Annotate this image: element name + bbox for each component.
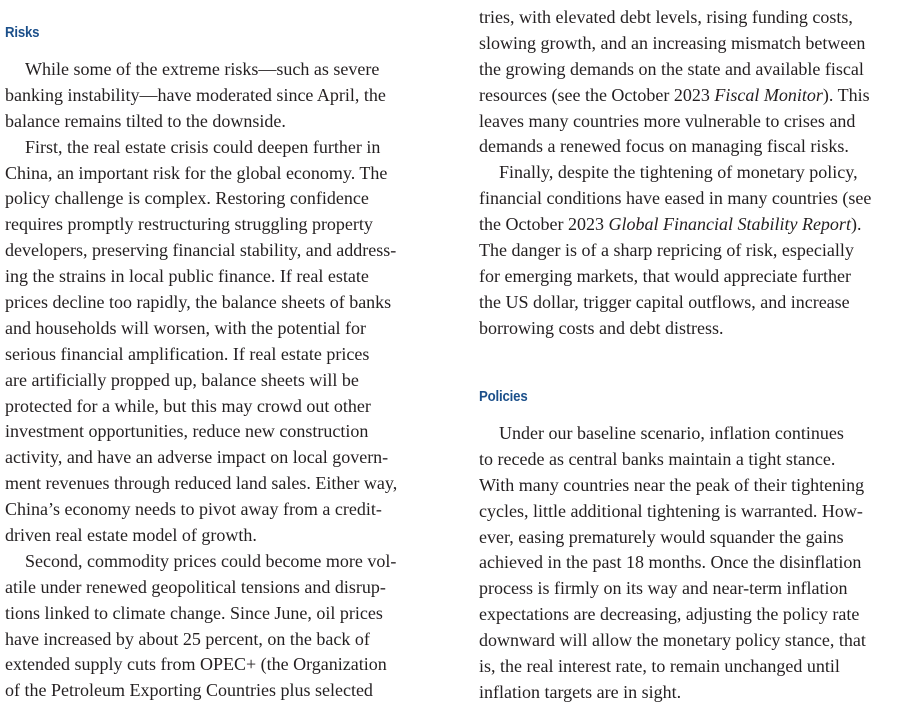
- text-line: achieved in the past 18 months. Once the disinflation: [479, 552, 862, 573]
- text-line: China, an important risk for the global economy. The: [5, 162, 388, 183]
- text-line: expectations are decreasing, adjusting the policy rate: [479, 604, 860, 625]
- risks-body-continued: [479, 5, 871, 342]
- text-line: tions linked to climate change. Since June, oil prices: [5, 602, 383, 623]
- text-line: have increased by about 25 percent, on the back of: [5, 628, 370, 649]
- text-line-with-citation: [479, 212, 871, 238]
- text-fragment: ). This: [822, 84, 870, 105]
- text-line: cycles, little additional tightening is warranted. How-: [479, 500, 863, 521]
- text-line: With many countries near the peak of their tightening: [479, 474, 865, 495]
- policies-heading: Policies: [479, 388, 528, 405]
- text-line: extended supply cuts from OPEC+ (the Organization: [5, 654, 387, 675]
- risks-heading: Risks: [5, 24, 40, 41]
- text-line: While some of the extreme risks—such as severe: [25, 59, 380, 79]
- text-line: serious financial amplification. If real estate prices: [5, 343, 370, 364]
- text-line: activity, and have an adverse impact on local govern-: [5, 447, 389, 468]
- text-line: protected for a while, but this may crowd out other: [5, 395, 371, 416]
- text-line: ing the strains in local public finance. If real estate: [5, 266, 369, 287]
- text-line: The danger is of a sharp repricing of risk, especially: [479, 240, 854, 261]
- text-line: and households will worsen, with the potential for: [5, 317, 366, 338]
- text-line: policy challenge is complex. Restoring confidence: [5, 188, 369, 209]
- text-line: inflation targets are in sight.: [479, 681, 682, 702]
- text-line: of the Petroleum Exporting Countries plus selected: [5, 680, 373, 701]
- text-line: the growing demands on the state and available fiscal: [479, 58, 864, 79]
- text-line: balance remains tilted to the downside.: [5, 110, 286, 131]
- text-line: downward will allow the monetary policy stance, that: [479, 630, 866, 651]
- text-line: financial conditions have eased in many countries (see: [479, 188, 872, 209]
- text-line: process is firmly on its way and near-term inflation: [479, 578, 848, 599]
- citation-fiscal-monitor: Fiscal Monitor: [714, 84, 823, 105]
- text-line: are artificially propped up, balance sheets will be: [5, 369, 359, 390]
- text-line: prices decline too rapidly, the balance sheets of banks: [5, 292, 392, 313]
- text-line: Finally, despite the tightening of monetary policy,: [499, 162, 858, 183]
- text-line: developers, preserving financial stability, and address-: [5, 240, 397, 261]
- text-line: borrowing costs and debt distress.: [479, 317, 724, 338]
- text-line: Second, commodity prices could become more vol-: [25, 550, 397, 571]
- text-line-with-citation: [479, 83, 871, 109]
- text-line: ment revenues through reduced land sales. Either way,: [5, 473, 398, 494]
- text-line: is, the real interest rate, to remain unchanged until: [479, 656, 840, 677]
- text-line: tries, with elevated debt levels, rising funding costs,: [479, 7, 853, 27]
- text-line: the US dollar, trigger capital outflows, and increase: [479, 291, 850, 312]
- text-line: requires promptly restructuring struggling property: [5, 214, 373, 235]
- text-line: atile under renewed geopolitical tensions and disrup-: [5, 576, 386, 597]
- text-line: China’s economy needs to pivot away from a credit-: [5, 499, 382, 520]
- text-line: to recede as central banks maintain a tight stance.: [479, 448, 836, 469]
- text-line: leaves many countries more vulnerable to crises and: [479, 110, 856, 131]
- text-line: ever, easing prematurely would squander the gains: [479, 526, 844, 547]
- text-fragment: the October 2023: [479, 214, 609, 235]
- text-line: investment opportunities, reduce new construction: [5, 421, 369, 442]
- text-line: slowing growth, and an increasing mismatch between: [479, 32, 866, 53]
- text-fragment: resources (see the October 2023: [479, 84, 715, 105]
- text-fragment: ).: [850, 214, 862, 235]
- text-line: banking instability—have moderated since April, the: [5, 84, 386, 105]
- policies-body: [479, 421, 866, 706]
- risks-body: [5, 57, 397, 704]
- text-line: driven real estate model of growth.: [5, 525, 257, 546]
- citation-gfsr: Global Financial Stability Report: [608, 214, 851, 235]
- text-line: Under our baseline scenario, inflation continues: [499, 423, 844, 443]
- text-line: demands a renewed focus on managing fiscal risks.: [479, 136, 849, 157]
- text-line: for emerging markets, that would appreciate further: [479, 265, 852, 286]
- text-line: First, the real estate crisis could deepen further in: [25, 136, 381, 157]
